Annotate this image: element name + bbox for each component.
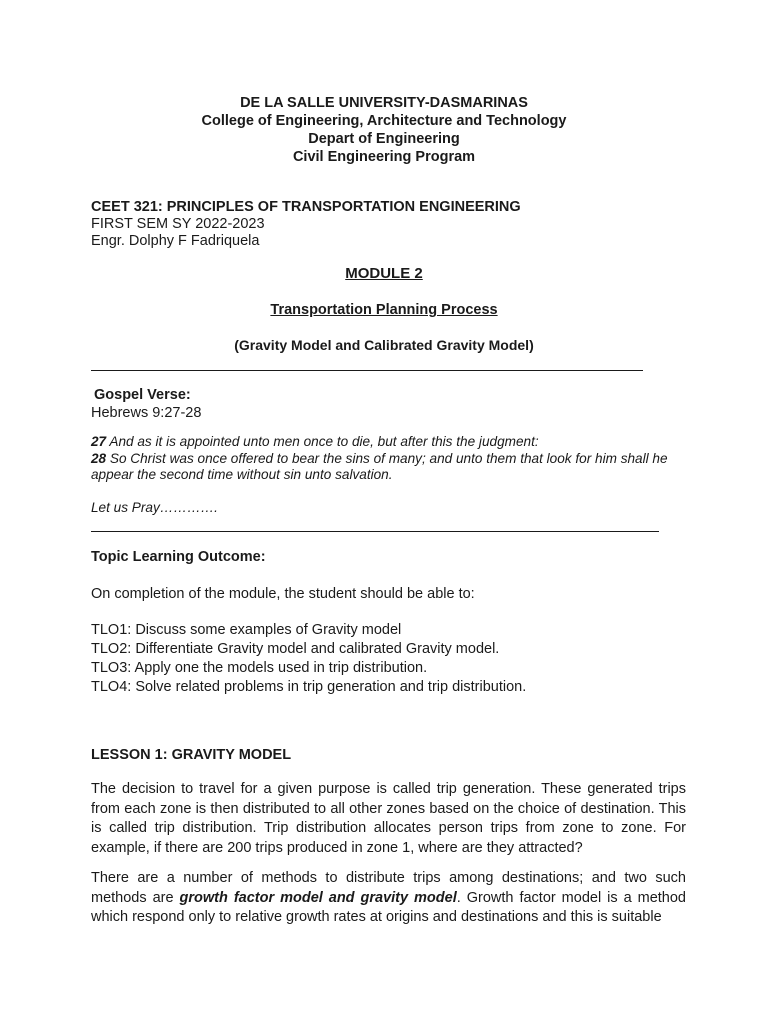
verse-number: 28 (91, 450, 107, 466)
verse-text: And as it is appointed unto men once to die, but after this the judgment: (106, 434, 539, 449)
document-header (0, 94, 768, 166)
divider-line (91, 370, 643, 371)
lesson-paragraph: The decision to travel for a given purpose is called trip generation. These generated trips from each zone is then distributed to all other zones based on the choice of destination. This is called trip distribution. Trip distribution allocates person trips from zone to zone. For example, if there are 200 trips produced in zone 1, where are they attracted? (91, 781, 686, 856)
list-item: TLO1: Discuss some examples of Gravity model (91, 622, 402, 638)
list-item: TLO3: Apply one the models used in trip distribution. (91, 660, 428, 676)
college-name: College of Engineering, Architecture and Technology (201, 113, 567, 129)
module-title: Transportation Planning Process (270, 302, 498, 318)
gospel-verses (91, 434, 681, 484)
verse-27 (91, 434, 681, 451)
verse-number: 27 (91, 434, 107, 449)
course-info (91, 199, 521, 250)
course-semester: FIRST SEM SY 2022-2023 (91, 216, 265, 232)
verse-text: So Christ was once offered to bear the sins of many; and unto them that look for him shall he appear the second time without sin unto salvation. (91, 450, 668, 482)
module-subtitle: (Gravity Model and Calibrated Gravity Model) (234, 337, 534, 353)
course-instructor: Engr. Dolphy F Fadriquela (91, 233, 260, 249)
gospel-heading: Gospel Verse: (94, 387, 191, 403)
emphasized-text: growth factor model and gravity model (179, 889, 457, 906)
prayer-line: Let us Pray…………. (91, 500, 218, 515)
university-name: DE LA SALLE UNIVERSITY-DASMARINAS (240, 95, 528, 111)
learning-outcome-intro: On completion of the module, the student should be able to: (91, 586, 475, 602)
paragraph-text: . Growth factor model is a method which respond only to relative growth rates at origins and destinations and this is suitable (91, 889, 686, 925)
lesson-heading: LESSON 1: GRAVITY MODEL (91, 747, 292, 763)
course-code-title: CEET 321: PRINCIPLES OF TRANSPORTATION ENGINEERING (91, 199, 521, 215)
lesson-paragraph (91, 869, 686, 928)
verse-28 (91, 451, 681, 484)
program-name: Civil Engineering Program (292, 149, 476, 165)
department-name: Depart of Engineering (308, 131, 460, 147)
paragraph-text: There are a number of methods to distribute trips among destinations; and two such methods are (91, 870, 686, 906)
learning-outcome-list (91, 621, 526, 697)
module-label: MODULE 2 (345, 265, 423, 282)
gospel-reference: Hebrews 9:27-28 (91, 405, 202, 421)
divider-line (91, 531, 659, 532)
list-item: TLO2: Differentiate Gravity model and calibrated Gravity model. (91, 641, 500, 657)
list-item: TLO4: Solve related problems in trip generation and trip distribution. (91, 679, 527, 695)
learning-outcome-heading: Topic Learning Outcome: (91, 549, 266, 565)
